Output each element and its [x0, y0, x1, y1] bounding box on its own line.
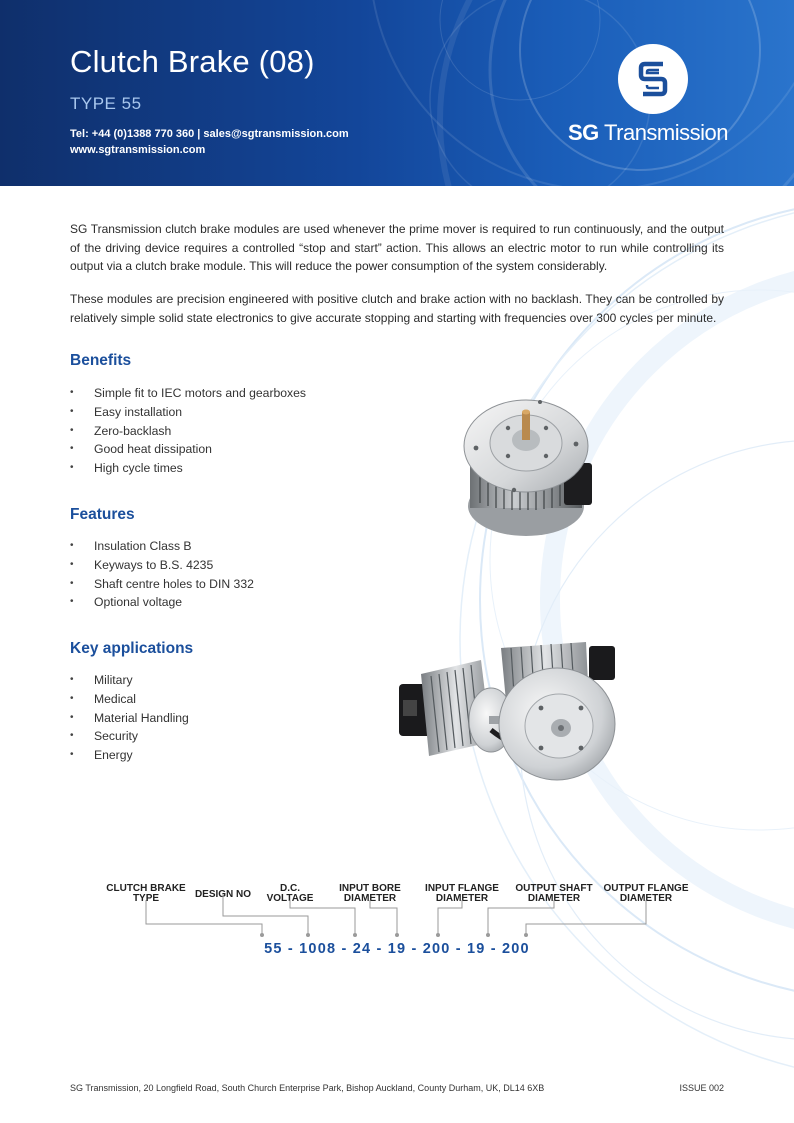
features-heading: Features — [70, 506, 135, 523]
part-number-label-line: DIAMETER — [435, 893, 489, 904]
header-banner — [0, 0, 794, 186]
page-title: Clutch Brake (08) — [70, 44, 315, 79]
part-number-label-line: DIAMETER — [527, 893, 581, 904]
part-number-label-line: DESIGN NO — [194, 889, 252, 900]
logo — [618, 44, 688, 114]
list-item: • Simple fit to IEC motors and gearboxes — [70, 384, 306, 403]
list-item: • Keyways to B.S. 4235 — [70, 556, 254, 575]
part-number-label-line: OUTPUT SHAFT — [515, 883, 593, 894]
list-item: • Security — [70, 727, 189, 746]
part-number-label-line: D.C. — [280, 883, 300, 894]
applications-heading: Key applications — [70, 640, 194, 657]
part-number-label-line: DIAMETER — [619, 893, 673, 904]
part-number-label-line: OUTPUT FLANGE — [603, 883, 689, 894]
part-number-code: 55 - 1008 - 24 - 19 - 200 - 19 - 200 — [264, 941, 530, 957]
part-number-label-line: INPUT FLANGE — [425, 883, 499, 894]
page-subtitle: TYPE 55 — [70, 94, 142, 113]
benefits-heading: Benefits — [70, 352, 132, 369]
part-number-label-line: DIAMETER — [343, 893, 397, 904]
sg-monogram-icon — [618, 44, 688, 114]
list-item: • Material Handling — [70, 709, 189, 728]
list-item: • Good heat dissipation — [70, 440, 306, 459]
list-item: • Easy installation — [70, 403, 306, 422]
list-item: • Energy — [70, 746, 189, 765]
part-number-label-line: VOLTAGE — [266, 893, 314, 904]
intro-paragraph-1: SG Transmission clutch brake modules are used whenever the prime mover is required to run continuously, and the output of the driving device requires a controlled “stop and start” action. This allows an electric motor to run while controlling its output via a clutch brake module. This will reduce the power consumption of the system considerably. — [70, 222, 724, 273]
website-link[interactable]: www.sgtransmission.com — [70, 144, 206, 156]
part-number-connectors — [0, 186, 794, 1123]
part-number-label-line: CLUTCH BRAKE — [106, 883, 186, 894]
contact-line[interactable]: Tel: +44 (0)1388 770 360 | sales@sgtransmission.com — [70, 128, 349, 140]
footer-address: SG Transmission, 20 Longfield Road, South Church Enterprise Park, Bishop Auckland, County Durham, UK, DL14 6XB — [70, 1083, 545, 1093]
logo-wordmark: SG Transmission — [568, 120, 729, 145]
part-number-label-line: INPUT BORE — [339, 883, 401, 894]
issue-number: ISSUE 002 — [679, 1083, 724, 1093]
list-item: • Optional voltage — [70, 593, 254, 612]
main-content — [0, 186, 794, 1123]
part-number-label-line: TYPE — [132, 893, 160, 904]
list-item: • Shaft centre holes to DIN 332 — [70, 575, 254, 594]
list-item: • Military — [70, 671, 189, 690]
list-item: • Medical — [70, 690, 189, 709]
intro-paragraph-2: These modules are precision engineered with positive clutch and brake action with no backlash. They can be controlled by relatively simple solid state electronics to give accurate stopping and starting with frequencies over 300 cycles per minute. — [70, 292, 724, 325]
list-item: • High cycle times — [70, 459, 306, 478]
list-item: • Zero-backlash — [70, 422, 306, 441]
list-item: • Insulation Class B — [70, 537, 254, 556]
